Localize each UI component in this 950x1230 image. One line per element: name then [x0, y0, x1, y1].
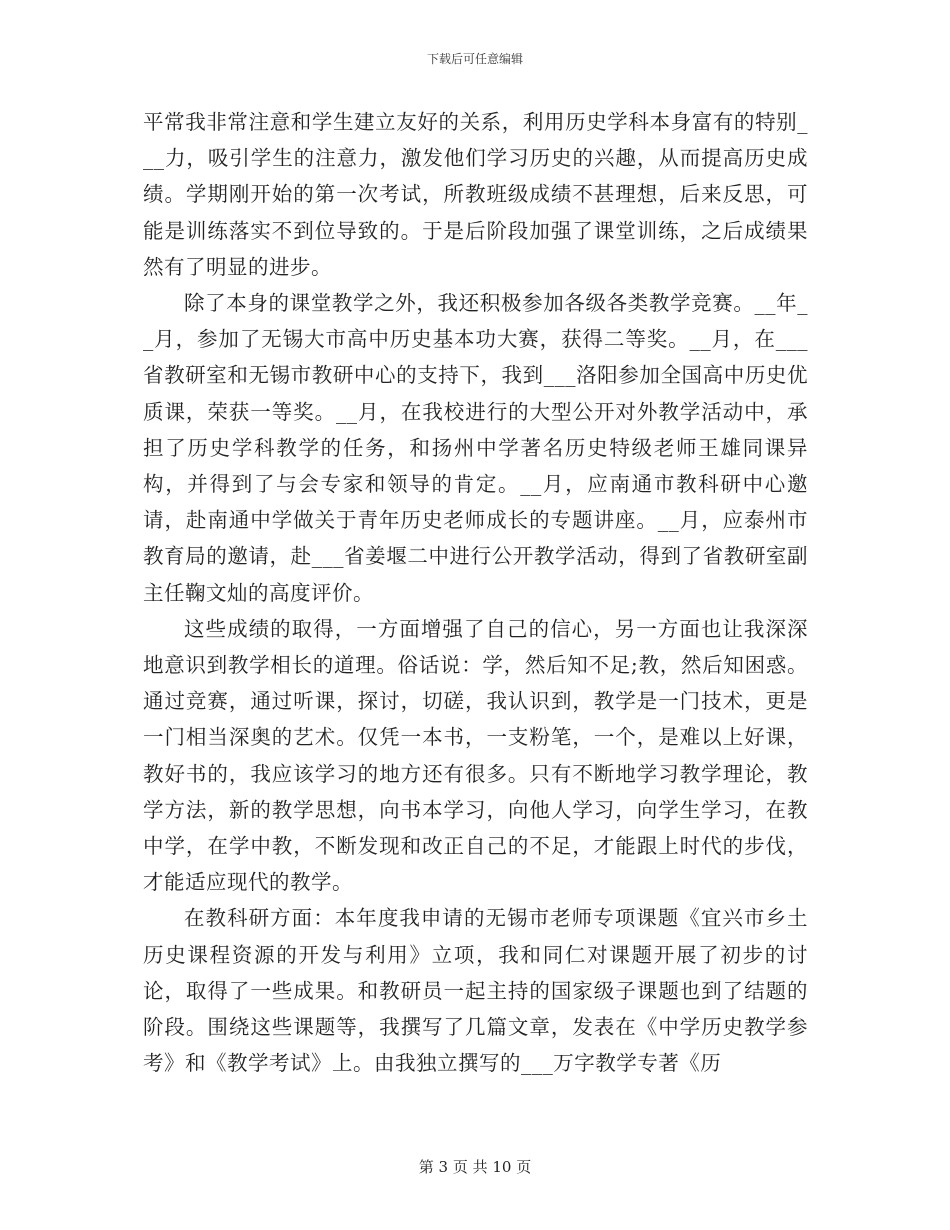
page-header: 下载后可任意编辑 [426, 52, 523, 66]
page-footer: 第 3 页 共 10 页 [418, 1158, 532, 1176]
document-body [143, 104, 808, 1081]
paragraph-research: 在教科研方面：本年度我申请的无锡市老师专项课题《宜兴市乡土历史课程资源的开发与利用》立项，我和同仁对课题开展了初步的讨论，取得了一些成果。和教研员一起主持的国家级子课题也到了结题的阶段。围绕这些课题等，我撰写了几篇文章，发表在《中学历史教学参考》和《教学考试》上。由我独立撰写的___万字教学专著《历 [143, 906, 808, 1076]
paragraph-reflection: 这些成绩的取得，一方面增强了自己的信心，另一方面也让我深深地意识到教学相长的道理。俗话说：学，然后知不足;教，然后知困惑。通过竞赛，通过听课，探讨，切磋，我认识到，教学是一门技术，更是一门相当深奥的艺术。仅凭一本书，一支粉笔，一个，是难以上好课，教好书的，我应该学习的地方还有很多。只有不断地学习教学理论，教学方法，新的教学思想，向书本学习，向他人学习，向学生学习，在教中学，在学中教，不断发现和改正自己的不足，才能跟上时代的步伐，才能适应现代的教学。 [143, 616, 808, 895]
paragraph-classroom-relationship: 平常我非常注意和学生建立友好的关系，利用历史学科本身富有的特别___力，吸引学生的注意力，激发他们学习历史的兴趣，从而提高历史成绩。学期刚开始的第一次考试，所教班级成绩不甚理想，后来反思，可能是训练落实不到位导致的。于是后阶段加强了课堂训练，之后成绩果然有了明显的进步。 [143, 110, 808, 279]
paragraph-teaching-competitions: 除了本身的课堂教学之外，我还积极参加各级各类教学竞赛。__年__月，参加了无锡大市高中历史基本功大赛，获得二等奖。__月，在___省教研室和无锡市教研中心的支持下，我到___洛阳参加全国高中历史优质课，荣获一等奖。__月，在我校进行的大型公开对外教学活动中，承担了历史学科教学的任务，和扬州中学著名历史特级老师王雄同课异构，并得到了与会专家和领导的肯定。__月，应南通市教科研中心邀请，赴南通中学做关于青年历史老师成长的专题讲座。__月，应泰州市教育局的邀请，赴___省姜堰二中进行公开教学活动，得到了省教研室副主任鞠文灿的高度评价。 [143, 291, 808, 605]
